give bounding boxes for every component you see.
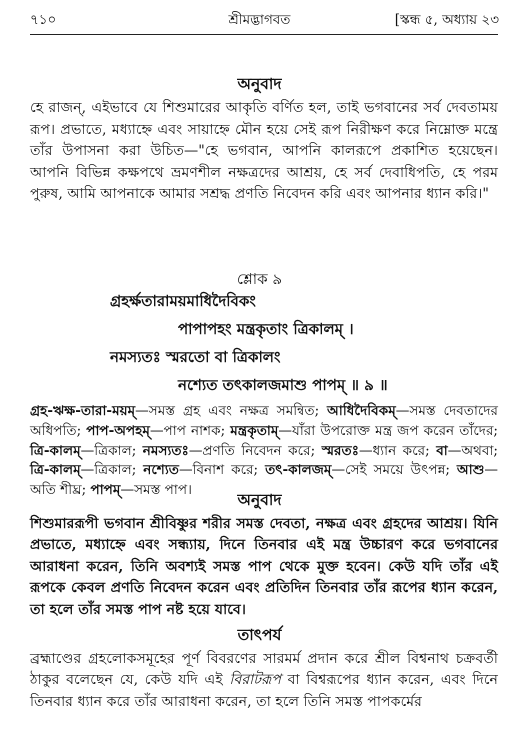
synonyms-paragraph: গ্রহ-ঋক্ষ-তারা-ময়ম্‌—সমস্ত গ্রহ এবং নক্ষত্র সমন্বিত; আধিদৈবিকম্‌—সমস্ত দেবতাদের অধিপতি; পাপ-অপহম্‌—পাপ নাশক; মন্ত্রকৃতাম্‌—যাঁরা উপরোক্ত মন্ত্র জপ করেন তাঁদের; ত্রি-কালম্‌—ত্রিকাল; নমস্যতঃ—প্রণতি নিবেদন করে; স্মরতঃ—ধ্যান করে; বা—অথবা; ত্রি-কালম্‌—ত্রিকাল; নশ্যেত—বিনাশ করে; তৎ-কালজম্‌—সেই সময়ে উৎপন্ন; আশু—অতি শীঘ্র; পাপম্‌—সমস্ত পাপ। — [30, 403, 499, 499]
synonym-word: তৎ-কালজম্‌ — [265, 462, 332, 479]
synonym-word: ত্রি-কালম্‌ — [30, 462, 81, 479]
synonym-meaning: অতি শীঘ্র; — [30, 482, 91, 499]
verse-line-2: পাপাপহং মন্ত্রকৃতাং ত্রিকালম্‌ । — [178, 320, 354, 338]
translation-heading-1: অনুবাদ — [237, 74, 282, 93]
synonym-meaning: অথবা; — [461, 442, 499, 459]
synonym-meaning: প্রণতি নিবেদন করে; — [202, 442, 322, 459]
purport-text-start: ব্রহ্মাণ্ডের গ্রহলোকসমূহের পূর্ণ বিবরণের সারমর্ম প্রদান করে শ্রীল বিশ্বনাথ চক্রবর্তী ঠাকুর বলেছেন যে, কেউ যদি এই — [30, 651, 498, 689]
synonym-word: স্মরতঃ — [321, 442, 359, 459]
synonym-word: ত্রি-কালম্‌ — [30, 442, 81, 459]
translation-paragraph-1: হে রাজন্‌, এইভাবে যে শিশুমারের আকৃতি বর্ণিত হল, তাই ভগবানের সর্ব দেবতাময় রূপ। প্রভাতে, মধ্যাহ্নে এবং সায়াহ্নে মৌন হয়ে সেই রূপ নিরীক্ষণ করে নিম্নোক্ত মন্ত্রে তাঁর উপাসনা করা উচিত—"হে ভগবান, আপনি কালরূপে প্রকাশিত হয়েছেন। আপনি বিভিন্ন কক্ষপথে ভ্রমণশীল নক্ষত্রদের আশ্রয়, হে সর্ব দেবাধিপতি, হে পরম পুরুষ, আমি আপনাকে আমার সশ্রদ্ধ প্রণতি নিবেদন করি এবং আপনার ধ্যান করি।" — [30, 100, 498, 203]
translation-paragraph-2: শিশুমাররূপী ভগবান শ্রীবিষ্ণুর শরীর সমস্ত দেবতা, নক্ষত্র এবং গ্রহদের আশ্রয়। যিনি প্রভাতে, মধ্যাহ্নে এবং সন্ধ্যায়, দিনে তিনবার এই মন্ত্র উচ্চারণ করে ভগবানের আরাধনা করেন, তিনি অবশ্যই সমস্ত পাপ থেকে মুক্ত হবেন। কেউ যদি তাঁর এই রূপকে কেবল প্রণতি নিবেদন করেন এবং প্রতিদিন তিনবার তাঁর রূপের ধ্যান করেন, তা হলে তাঁর সমস্ত পাপ নষ্ট হয়ে যাবে। — [30, 516, 498, 618]
purport-text-end: বা বিশ্বরূপের ধ্যান করেন, এবং দিনে তিনবার ধ্যান করে তাঁর আরাধনা করেন, তা হলে তিনি সমস্ত পাপকর্মের — [30, 672, 498, 710]
synonym-word: পাপম্‌ — [90, 482, 121, 499]
synonym-meaning: সমস্ত গ্রহ এবং নক্ষত্র সমন্বিত; — [148, 403, 328, 419]
synonym-meaning: ধ্যান করে; — [372, 442, 437, 459]
chapter-reference: [স্কন্ধ ৫, অধ্যায় ২৩ — [394, 12, 499, 28]
page-number: ৭১০ — [30, 12, 57, 28]
verse-line-4: নশ্যেত তৎকালজমাশু পাপম্‌ ॥ ৯ ॥ — [178, 376, 388, 394]
book-title: শ্রীমদ্ভাগবত — [228, 12, 291, 28]
verse-number: শ্লোক ৯ — [236, 270, 283, 288]
translation-heading-2: অনুবাদ — [237, 490, 282, 509]
header-rule — [30, 34, 498, 35]
purport-italic-term: বিরাটরূপ — [229, 672, 281, 689]
synonym-word: মন্ত্রকৃতাম্‌ — [230, 422, 279, 439]
synonym-meaning: সেই সময়ে উৎপন্ন; — [345, 462, 457, 479]
synonym-meaning: যাঁরা উপরোক্ত মন্ত্র জপ করেন তাঁদের; — [292, 422, 498, 439]
synonym-word: নশ্যেত — [143, 462, 179, 479]
synonym-meaning: বিনাশ করে; — [192, 462, 266, 479]
synonym-word: গ্রহ-ঋক্ষ-তারা-ময়ম্‌ — [30, 403, 136, 419]
synonym-meaning: সমস্ত পাপ। — [134, 482, 192, 499]
synonym-meaning: পাপ নাশক; — [163, 422, 231, 439]
synonym-meaning: ত্রিকাল; — [94, 442, 143, 459]
synonym-meaning: ত্রিকাল; — [94, 462, 144, 479]
synonym-word: পাপ-অপহম্‌ — [86, 422, 150, 439]
synonym-word: আশু — [456, 462, 485, 479]
synonym-word: বা — [436, 442, 448, 459]
verse-line-3: নমস্যতঃ স্মরতো বা ত্রিকালং — [110, 348, 281, 366]
synonym-word: নমস্যতঃ — [142, 442, 189, 459]
purport-paragraph — [30, 649, 498, 713]
verse-line-1: গ্রহর্ক্ষতারাময়মাধিদৈবিকং — [110, 292, 256, 310]
synonym-word: আধিদৈবিকম্‌ — [327, 403, 396, 419]
synonym-meaning: সমস্ত দেবতাদের অধিপতি; — [30, 403, 498, 439]
purport-heading: তাৎপর্য — [237, 625, 282, 644]
